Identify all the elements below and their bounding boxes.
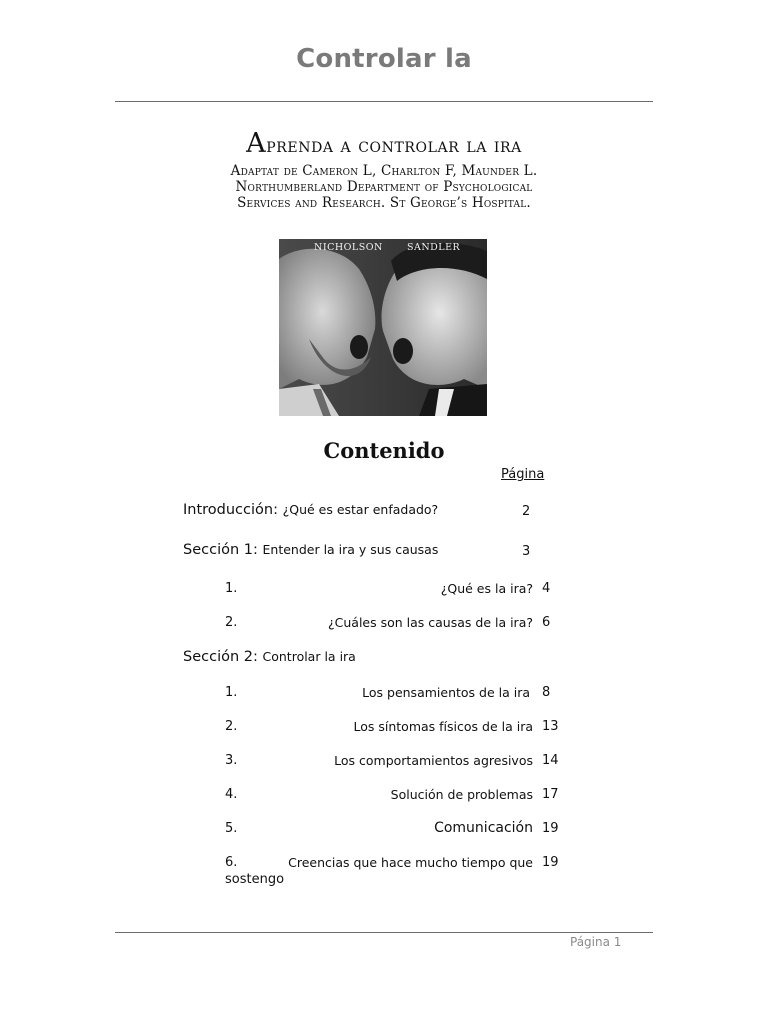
- toc-s2-item-6-page: 19: [542, 855, 559, 870]
- footer-divider: [115, 932, 653, 933]
- toc-intro-page: 2: [522, 504, 531, 519]
- toc-section-2-title: Controlar la ira: [262, 649, 356, 664]
- toc-s1-item-1-title[interactable]: ¿Qué es la ira?: [440, 581, 533, 596]
- toc-section-1-page: 3: [522, 544, 531, 559]
- toc-section-1-title: Entender la ira y sus causas: [262, 542, 439, 557]
- toc-intro-title: ¿Qué es estar enfadado?: [282, 502, 439, 517]
- page-header-title: Controlar la: [296, 44, 472, 74]
- toc-section-1-label: Sección 1:: [183, 542, 258, 558]
- credits-line-1: Adaptat de Cameron L, Charlton F, Maunder L.: [230, 163, 538, 179]
- title-rest: prenda a controlar la ira: [266, 133, 522, 157]
- toc-s2-item-4-title[interactable]: Solución de problemas: [390, 787, 533, 802]
- toc-s2-item-5-title[interactable]: Comunicación: [434, 820, 533, 836]
- toc-s2-item-1-page: 8: [542, 685, 551, 700]
- toc-s2-item-1-num: 1.: [225, 685, 238, 700]
- cover-photo-illustration: [279, 239, 487, 416]
- toc-s2-item-6-num: 6.: [225, 855, 238, 870]
- toc-s2-item-4-page: 17: [542, 787, 559, 802]
- header-divider: [115, 101, 653, 102]
- toc-s2-item-2-title[interactable]: Los síntomas físicos de la ira: [353, 719, 533, 734]
- cover-label-right: SANDLER: [407, 242, 461, 253]
- toc-s1-item-2-title[interactable]: ¿Cuáles son las causas de la ira?: [328, 615, 533, 630]
- toc-s2-item-5-num: 5.: [225, 821, 238, 836]
- page-column-label: Página: [501, 467, 545, 482]
- toc-heading: Contenido: [323, 438, 445, 463]
- toc-s1-item-1-page: 4: [542, 581, 551, 596]
- toc-s1-item-2-page: 6: [542, 615, 551, 630]
- toc-intro[interactable]: [183, 502, 438, 518]
- footer-page-number: Página 1: [570, 935, 622, 949]
- title-initial: A: [246, 128, 267, 159]
- credits-line-2: Northumberland Department of Psychological: [235, 179, 533, 195]
- document-credits: [0, 163, 768, 211]
- toc-s2-item-6-title-cont: sostengo: [225, 872, 285, 887]
- toc-s2-item-1-title[interactable]: Los pensamientos de la ira: [362, 685, 530, 700]
- document-title: [0, 128, 768, 159]
- toc-s2-item-2-num: 2.: [225, 719, 238, 734]
- cover-label-left: NICHOLSON: [314, 242, 383, 253]
- toc-s2-item-3-page: 14: [542, 753, 559, 768]
- toc-s1-item-2-num: 2.: [225, 615, 238, 630]
- toc-s2-item-3-title[interactable]: Los comportamientos agresivos: [334, 753, 533, 768]
- cover-image: [279, 239, 487, 416]
- toc-s2-item-3-num: 3.: [225, 753, 238, 768]
- toc-s2-item-5-page: 19: [542, 821, 559, 836]
- toc-intro-label: Introducción:: [183, 502, 278, 518]
- toc-s2-item-2-page: 13: [542, 719, 559, 734]
- credits-line-3: Services and Research. St George’s Hospital.: [237, 195, 531, 211]
- toc-s1-item-1-num: 1.: [225, 581, 238, 596]
- toc-section-2-label: Sección 2:: [183, 649, 258, 665]
- toc-section-2[interactable]: [183, 649, 356, 665]
- toc-section-1[interactable]: [183, 542, 438, 558]
- toc-s2-item-4-num: 4.: [225, 787, 238, 802]
- toc-s2-item-6-title[interactable]: Creencias que hace mucho tiempo que: [288, 855, 533, 870]
